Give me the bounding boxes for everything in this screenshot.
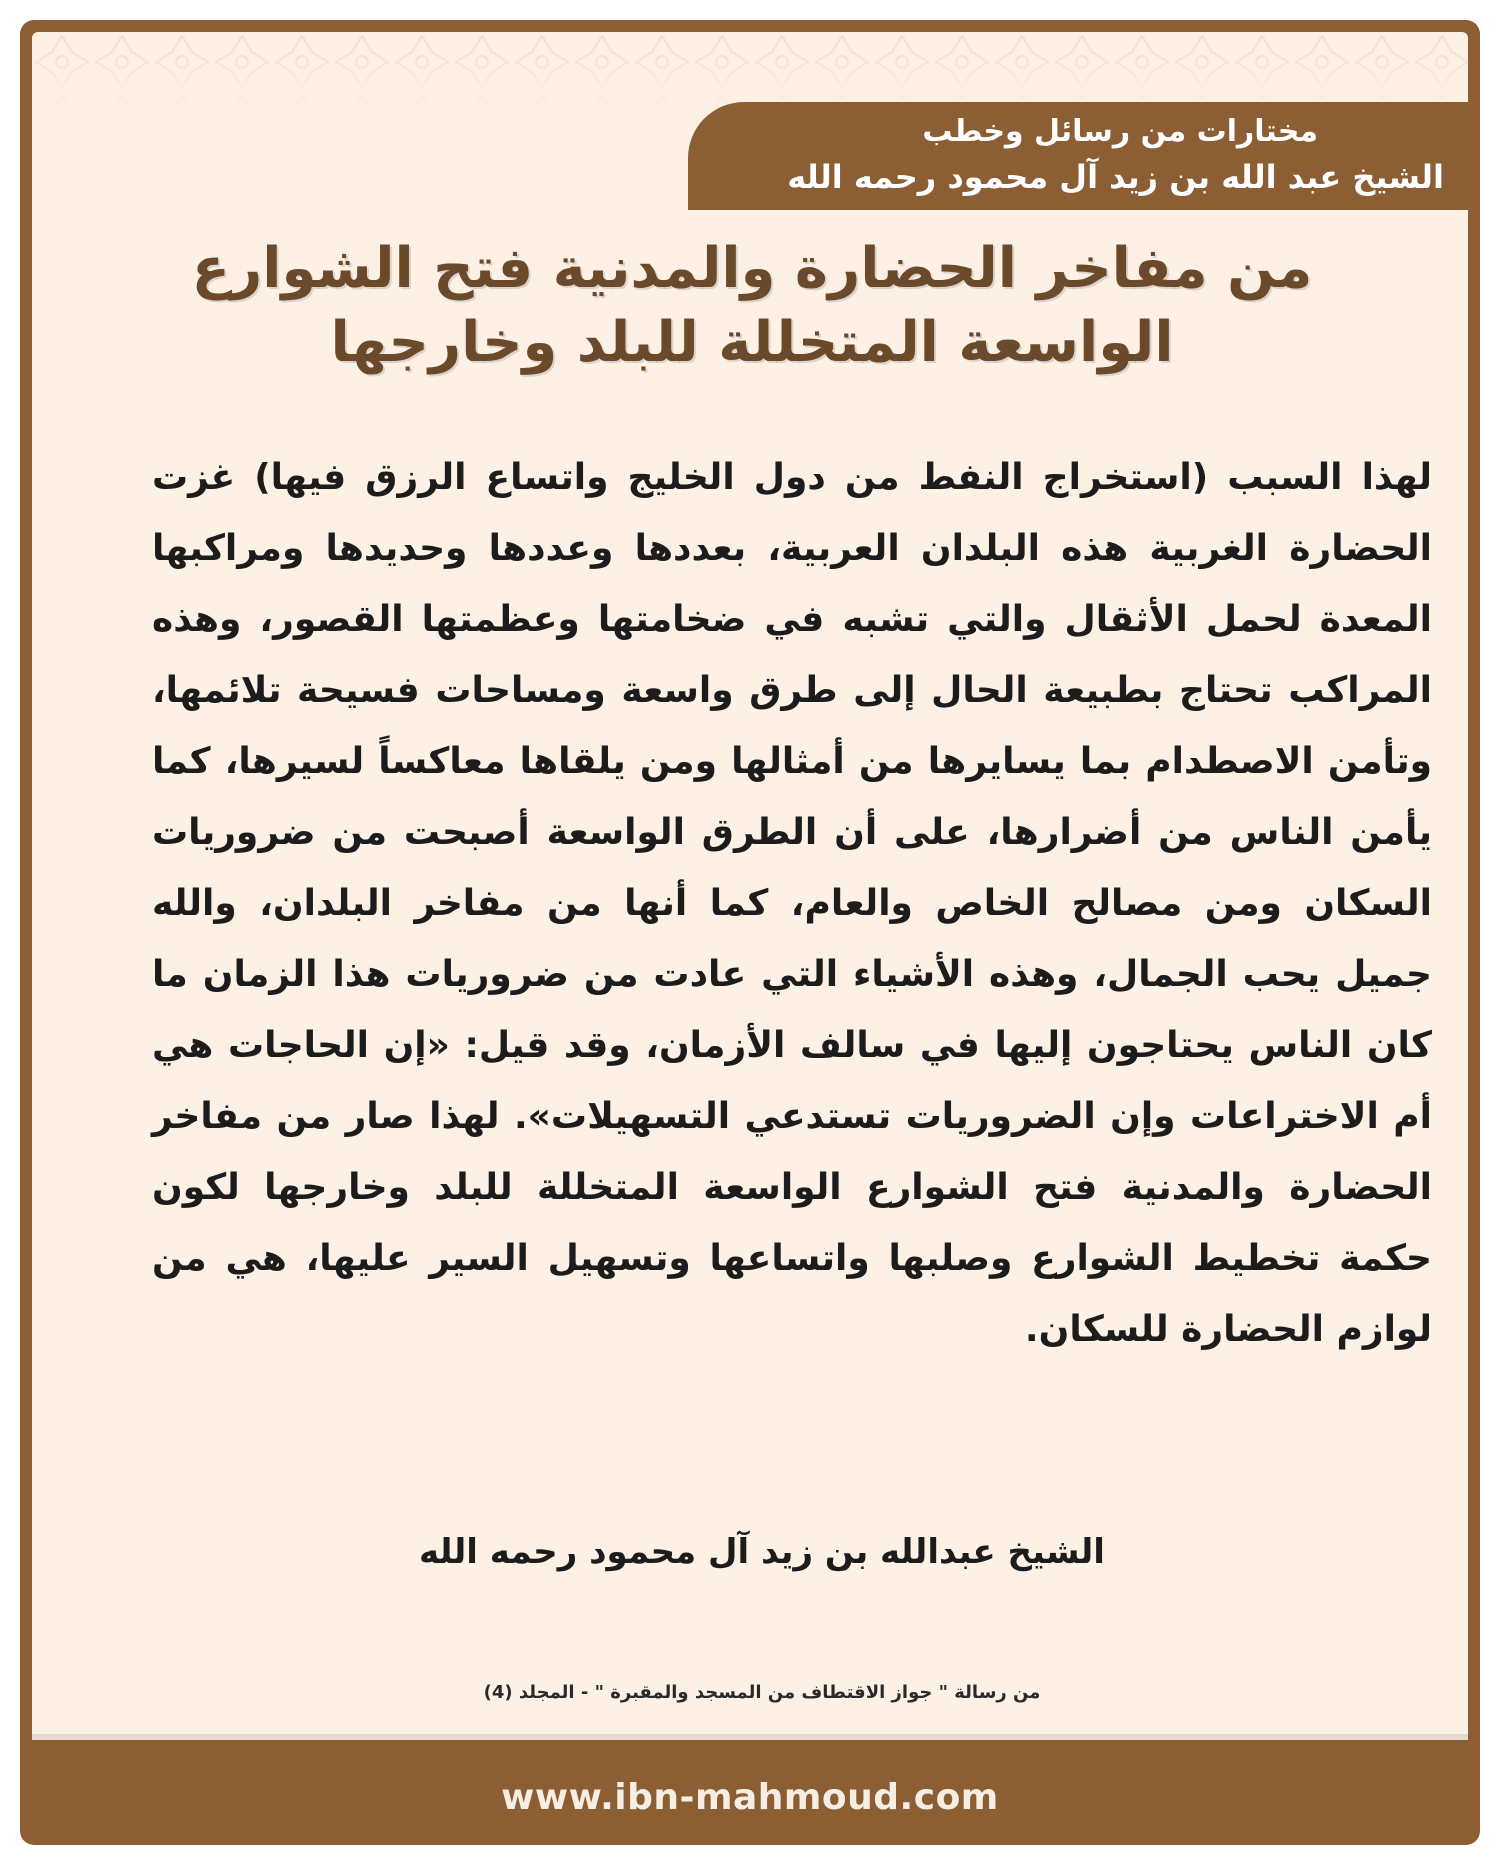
header-author-name: الشيخ عبد الله بن زيد آل محمود رحمه الله — [787, 158, 1444, 196]
website-link[interactable]: www.ibn-mahmoud.com — [501, 1777, 999, 1818]
header-series-title: مختارات من رسائل وخطب — [922, 114, 1318, 149]
article-title-line-1: من مفاخر الحضارة والمدنية فتح الشوارع — [191, 236, 1313, 301]
source-citation: من رسالة " جواز الاقتطاف من المسجد والمقبرة " - المجلد (4) — [483, 1682, 1041, 1703]
content-panel — [32, 32, 1468, 1734]
article-title — [172, 232, 1332, 380]
divider — [32, 1734, 1468, 1740]
author-signature: الشيخ عبدالله بن زيد آل محمود رحمه الله — [419, 1532, 1105, 1572]
footer-bar — [20, 1750, 1480, 1845]
article-body: لهذا السبب (استخراج النفط من دول الخليج واتساع الرزق فيها) غزت الحضارة الغربية هذه البلدان العربية، بعددها وعددها وحديدها ومراكبها المعدة لحمل الأثقال والتي تشبه في ضخامتها وعظمتها القصور، وهذه المراكب تحتاج بطبيعة الحال إلى طرق واسعة ومساحات فسيحة تلائمها، وتأمن الاصطدام بما يسايرها من أمثالها ومن يلقاها معاكساً لسيرها، كما يأمن الناس من أضرارها، على أن الطرق الواسعة أصبحت من ضروريات السكان ومن مصالح الخاص والعام، كما أنها من مفاخر البلدان، والله جميل يحب الجمال، وهذه الأشياء التي عادت من ضروريات هذا الزمان ما كان الناس يحتاجون إليها في سالف الأزمان، وقد قيل: «إن الحاجات هي أم الاختراعات وإن الضروريات تستدعي التسهيلات». لهذا صار من مفاخر الحضارة والمدنية فتح الشوارع الواسعة المتخللة للبلد وخارجها لكون حكمة تخطيط الشوارع وصلبها واتساعها وتسهيل السير عليها، هي من لوازم الحضارة للسكان. — [152, 457, 1432, 1350]
header-band — [688, 102, 1468, 210]
page-frame — [20, 20, 1480, 1845]
article-title-line-2: الواسعة المتخللة للبلد وخارجها — [330, 310, 1174, 375]
